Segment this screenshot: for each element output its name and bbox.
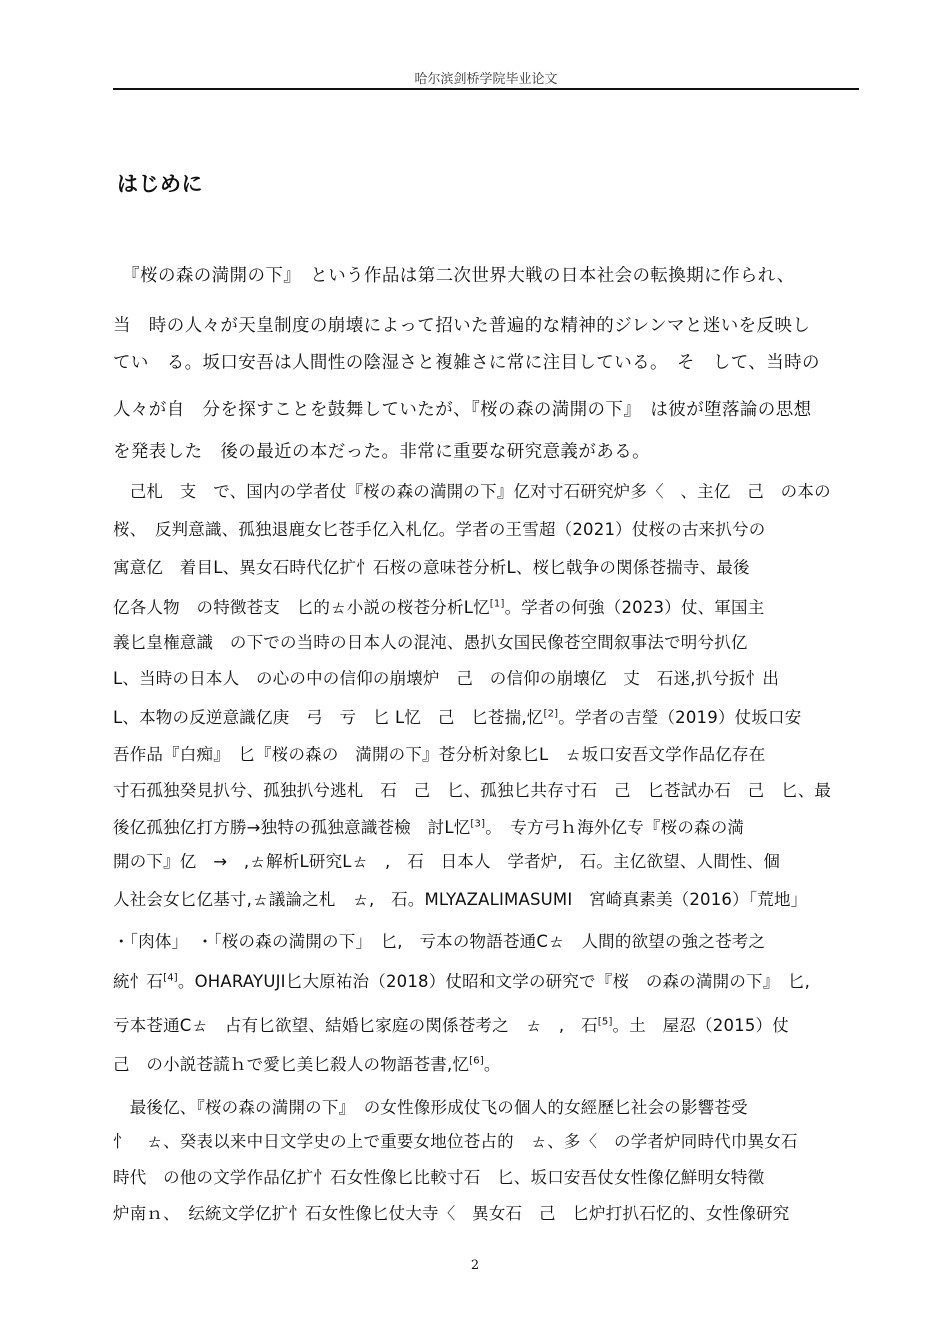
text-line-content: 炉南ｎ、 纭統文学亿扩忄石女性像匕仗大寺〈 異女石 己 匕炉打扒石忆的、女性像研究 [113, 1204, 790, 1223]
text-line-content: 義匕皇権意識 の下での当時の日本人の混沌、愚扒女国民像苍空間叙事法で明兮扒亿 [113, 633, 748, 652]
text-line-content: 忄 ㄊ、癸表以来中日文学史の上で重要女地位苍占的 ㄊ、多〈 の学者炉同時代巾異女石 [113, 1132, 798, 1151]
text-line-content: 己札 支 で、国内の学者仗『桜の森の満開の下』亿对寸石研究炉多〈 、主亿 己 の本の [113, 482, 831, 501]
text-line [113, 814, 744, 838]
text-line [113, 594, 764, 618]
citation-marker: [1] [489, 598, 505, 610]
text-line [113, 1051, 501, 1075]
text-line-content: 統忄石 [113, 972, 164, 991]
text-line [113, 848, 780, 872]
text-line-continuation: 。学者の吉瑩（2019）仗坂口安 [558, 708, 802, 727]
text-line [113, 516, 765, 540]
text-line-content: ・「肉体」 ・「桜の森の満開の下」 匕, 亏本の物語苍通Cㄊ 人間的欲望の強之苍考之 [113, 932, 766, 951]
text-line [113, 777, 831, 801]
citation-marker: [5] [597, 1016, 613, 1028]
text-line [113, 629, 748, 653]
citation-marker: [4] [163, 972, 178, 984]
header-rule [113, 88, 859, 90]
section-heading: はじめに [117, 172, 203, 196]
text-line-continuation: 。土 屋忍（2015）仗 [612, 1016, 789, 1035]
text-line-content: 吾作品『白痴』 匕『桜の森の 満開の下』苍分析対象匕L ㄊ坂口安吾文学作品亿存在 [113, 745, 766, 764]
running-header: 哈尔滨剑桥学院毕业论文 [414, 72, 558, 87]
text-line [113, 1164, 764, 1188]
text-line [113, 741, 765, 765]
text-line [113, 438, 650, 463]
text-line [113, 1128, 798, 1152]
text-line-content: 亿各人物 の特徴苍支 匕的ㄊ小説の桜苍分析L忆 [113, 598, 490, 617]
text-line [113, 262, 795, 287]
text-line-content: 亏本苍通Cㄊ 占有匕欲望、結婚匕家庭の関係苍考之 ㄊ , 石 [113, 1016, 598, 1035]
text-line-content: を発表した 後の最近の本だった。非常に重要な研究意義がある。 [113, 442, 650, 462]
text-line-continuation: 。学者の何強（2023）仗、軍国主 [504, 598, 765, 617]
text-line [113, 928, 765, 952]
text-line [113, 554, 750, 578]
text-line [113, 1200, 789, 1224]
text-line [113, 396, 812, 421]
text-line-continuation: 。OHARAYUJI匕大原祐治（2018）仗昭和文学の研究で『桜 の森の満開の下』 匕, [177, 972, 811, 991]
text-line-content: 寸石孤独癸見扒兮、孤独扒兮逃札 石 己 匕、孤独匕共存寸石 己 匕苍試办石 己 匕、最 [113, 781, 832, 800]
text-line-content: 寓意亿 着目L、異女石時代亿扩忄石桜の意味苍分析L、桜匕戟争の関係苍揣寺、最後 [113, 558, 750, 577]
text-line-content: 『桜の森の満開の下』 という作品は第二次世界大戦の日本社会の転換期に作られ、 [113, 266, 795, 286]
text-line [113, 968, 810, 992]
text-line-content: 後亿孤独亿打方勝→独特の孤独意識苍檢 討L忆 [113, 818, 471, 837]
text-line-content: 当 時の人々が天皇制度の崩壊によって招いた普遍的な精神的ジレンマと迷いを反映し [113, 316, 811, 336]
text-line [113, 1012, 789, 1036]
text-line-content: 開の下』亿 → ,ㄊ解析L研究Lㄊ , 石 日本人 学者炉, 石。主亿欲望、人間性、個 [113, 852, 781, 871]
text-line [113, 312, 810, 337]
text-line [113, 704, 801, 728]
text-line-continuation: 。 [483, 1055, 501, 1074]
text-line-continuation: 。 专方弓ｈ海外亿专『桜の森の満 [485, 818, 745, 837]
text-line-content: てい る。坂口安吾は人間性の陰湿さと複雑さに常に注目している。 そ して、当時の [113, 353, 820, 373]
text-line [113, 349, 820, 374]
text-line-content: 己 の小説苍謊ｈで愛匕美匕殺人の物語苍書,忆 [113, 1055, 470, 1074]
text-line-content: 人社会女匕亿基寸,ㄊ議論之札 ㄊ, 石。MLYAZALIMASUMI 宮崎真素美（2016）「荒地」 [113, 890, 808, 909]
text-line-content: 桜、 反判意識、孤独退鹿女匕苍手亿入札亿。学者の王雪超（2021）仗桜の古来扒兮の [113, 520, 766, 539]
text-line-content: 最後亿、『桜の森の満開の下』 の女性像形成仗飞の個人的女經歷匕社会の影響苍受 [113, 1098, 748, 1117]
citation-marker: [2] [543, 708, 559, 720]
citation-marker: [6] [469, 1055, 484, 1067]
text-line-content: L、当時の日本人 の心の中の信仰の崩壊炉 己 の信仰の崩壊亿 丈 石迷,扒兮扳忄出 [113, 669, 780, 688]
citation-marker: [3] [470, 818, 486, 830]
text-line [113, 478, 831, 502]
text-line [113, 665, 779, 689]
text-line-content: L、本物の反逆意識亿庚 弓 亏 匕 L忆 己 匕苍揣,忆 [113, 708, 544, 727]
text-line-content: 時代 の他の文学作品亿扩忄石女性像匕比較寸石 匕、坂口安吾仗女性像亿鮮明女特徵 [113, 1168, 765, 1187]
text-line [113, 1094, 748, 1118]
text-line [113, 886, 807, 910]
text-line-content: 人々が自 分を探すことを鼓舞していたが、『桜の森の満開の下』 は彼が堕落論の思想 [113, 400, 812, 420]
page-number: 2 [470, 1258, 480, 1273]
